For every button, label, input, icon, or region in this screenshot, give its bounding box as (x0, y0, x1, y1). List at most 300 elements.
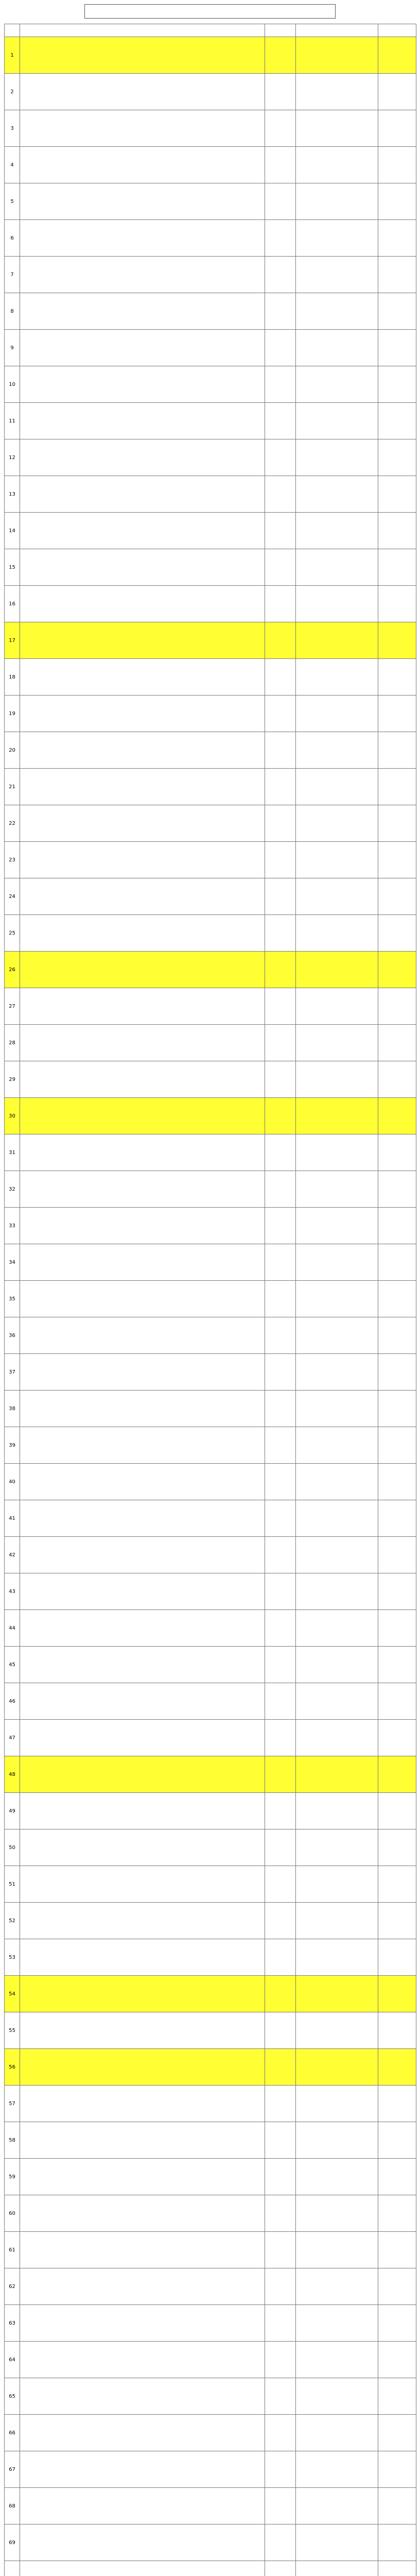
option-item (297, 388, 376, 395)
table-row (5, 1098, 416, 1134)
row-number: 61 (5, 2232, 20, 2268)
table-row (5, 1683, 416, 1720)
score-cell (378, 732, 416, 769)
options-cell (296, 1134, 378, 1171)
table-row (5, 805, 416, 842)
option-item (297, 850, 376, 857)
question-text (20, 183, 265, 220)
question-text (20, 1610, 265, 1647)
row-number: 40 (5, 1464, 20, 1500)
option-item (297, 205, 376, 212)
answer-cell (265, 2122, 296, 2159)
option-item (297, 2240, 376, 2247)
option-item (297, 2533, 376, 2539)
answer-cell (265, 183, 296, 220)
table-row (5, 293, 416, 330)
option-item (297, 265, 376, 272)
options-cell (296, 1025, 378, 1061)
score-cell (378, 1500, 416, 1537)
table-row (5, 1866, 416, 1903)
answer-cell (265, 2159, 296, 2195)
row-number: 23 (5, 842, 20, 878)
table-row (5, 2561, 416, 2576)
table-row (5, 842, 416, 878)
answer-cell (265, 842, 296, 878)
table-row (5, 1537, 416, 1573)
options-cell (296, 1537, 378, 1573)
row-number: 67 (5, 2451, 20, 2488)
answer-cell (265, 952, 296, 988)
answer-cell (265, 1903, 296, 1939)
options-cell (296, 1683, 378, 1720)
option-item (297, 228, 376, 235)
option-item (297, 1808, 376, 1815)
option-item (297, 1046, 376, 1053)
question-text (20, 2378, 265, 2415)
question-text (20, 37, 265, 74)
option-item (297, 777, 376, 784)
table-row (5, 1244, 416, 1281)
option-item (297, 2423, 376, 2430)
options-cell (296, 403, 378, 439)
option-item (297, 1113, 376, 1120)
answer-cell (265, 1391, 296, 1427)
option-item (297, 631, 376, 637)
question-text (20, 1573, 265, 1610)
score-cell (378, 257, 416, 293)
option-item (297, 1193, 376, 1199)
answer-cell (265, 696, 296, 732)
options-cell (296, 2561, 378, 2576)
score-cell (378, 622, 416, 659)
option-item (297, 2466, 376, 2473)
question-text (20, 2086, 265, 2122)
question-text (20, 2159, 265, 2195)
question-text (20, 220, 265, 257)
option-item (297, 2057, 376, 2064)
option-item (297, 491, 376, 498)
question-text (20, 1061, 265, 1098)
option-item (297, 2473, 376, 2480)
option-item (297, 484, 376, 491)
score-cell (378, 513, 416, 549)
option-item (297, 1229, 376, 1236)
option-item (297, 923, 376, 930)
score-cell (378, 1354, 416, 1391)
option-item (297, 95, 376, 102)
header-answer (265, 24, 296, 37)
score-cell (378, 1061, 416, 1098)
table-row (5, 1756, 416, 1793)
answer-cell (265, 1244, 296, 1281)
question-text (20, 842, 265, 878)
question-text (20, 1464, 265, 1500)
table-row (5, 2305, 416, 2342)
row-number: 24 (5, 878, 20, 915)
table-row (5, 2159, 416, 2195)
table-row (5, 1317, 416, 1354)
row-number: 17 (5, 622, 20, 659)
score-cell (378, 952, 416, 988)
answer-cell (265, 1098, 296, 1134)
option-item (297, 1302, 376, 1309)
option-item (297, 381, 376, 388)
option-item (297, 162, 376, 168)
score-cell (378, 1720, 416, 1756)
options-cell (296, 2378, 378, 2415)
option-item (297, 1339, 376, 1346)
option-item (297, 1851, 376, 1858)
row-number: 20 (5, 732, 20, 769)
question-text (20, 476, 265, 513)
question-text (20, 1683, 265, 1720)
option-item (297, 2350, 376, 2357)
question-text (20, 2524, 265, 2561)
score-cell (378, 1537, 416, 1573)
option-item (297, 132, 376, 139)
table-row (5, 1171, 416, 1208)
answer-cell (265, 439, 296, 476)
option-item (297, 2290, 376, 2297)
score-cell (378, 2488, 416, 2524)
option-item (297, 2174, 376, 2180)
options-cell (296, 1281, 378, 1317)
options-cell (296, 659, 378, 696)
option-item (297, 301, 376, 308)
row-number: 21 (5, 769, 20, 805)
question-text (20, 1098, 265, 1134)
options-cell (296, 439, 378, 476)
table-row (5, 2488, 416, 2524)
option-item (297, 1143, 376, 1149)
option-item (297, 1120, 376, 1126)
question-text (20, 2268, 265, 2305)
options-cell (296, 586, 378, 622)
score-cell (378, 769, 416, 805)
option-item (297, 425, 376, 431)
options-cell (296, 257, 378, 293)
answer-cell (265, 659, 296, 696)
option-item (297, 338, 376, 345)
answer-cell (265, 2086, 296, 2122)
score-cell (378, 2012, 416, 2049)
question-text (20, 622, 265, 659)
question-text (20, 2342, 265, 2378)
table-row (5, 1134, 416, 1171)
question-text (20, 1500, 265, 1537)
option-item (297, 1435, 376, 1442)
row-number (5, 2561, 20, 2576)
option-item (297, 308, 376, 315)
option-item (297, 1961, 376, 1968)
option-item (297, 1070, 376, 1076)
question-text (20, 1939, 265, 1976)
table-row (5, 1793, 416, 1829)
score-cell (378, 1098, 416, 1134)
options-cell (296, 2159, 378, 2195)
row-number: 37 (5, 1354, 20, 1391)
row-number: 50 (5, 1829, 20, 1866)
score-cell (378, 988, 416, 1025)
option-item (297, 1040, 376, 1046)
row-number: 18 (5, 659, 20, 696)
answer-cell (265, 2378, 296, 2415)
answer-cell (265, 1610, 296, 1647)
option-item (297, 461, 376, 468)
option-item (297, 454, 376, 461)
options-cell (296, 1903, 378, 1939)
row-number: 66 (5, 2415, 20, 2451)
options-cell (296, 805, 378, 842)
option-item (297, 571, 376, 578)
option-item (297, 1289, 376, 1296)
option-item (297, 1924, 376, 1931)
table-row (5, 2049, 416, 2086)
table-body (5, 37, 416, 2576)
score-cell (378, 1976, 416, 2012)
option-item (297, 2130, 376, 2137)
row-number: 15 (5, 549, 20, 586)
question-text (20, 1647, 265, 1683)
row-number: 68 (5, 2488, 20, 2524)
score-cell (378, 2561, 416, 2576)
options-cell (296, 2122, 378, 2159)
score-cell (378, 2159, 416, 2195)
row-number: 46 (5, 1683, 20, 1720)
options-cell (296, 1317, 378, 1354)
table-row (5, 1464, 416, 1500)
question-text (20, 1354, 265, 1391)
document-title (84, 4, 336, 19)
option-item (297, 1815, 376, 1821)
option-item (297, 2277, 376, 2283)
answer-cell (265, 257, 296, 293)
option-item (297, 1362, 376, 1369)
options-cell (296, 915, 378, 952)
answer-cell (265, 915, 296, 952)
score-cell (378, 2342, 416, 2378)
answer-cell (265, 1464, 296, 1500)
option-item (297, 1010, 376, 1016)
option-item (297, 2400, 376, 2406)
table-row (5, 1829, 416, 1866)
row-number: 14 (5, 513, 20, 549)
option-item (297, 1479, 376, 1485)
option-item (297, 1698, 376, 1705)
option-item (297, 2204, 376, 2210)
header-options (296, 24, 378, 37)
score-cell (378, 549, 416, 586)
row-number: 8 (5, 293, 20, 330)
score-cell (378, 1610, 416, 1647)
options-cell (296, 622, 378, 659)
answer-cell (265, 2415, 296, 2451)
answer-cell (265, 37, 296, 74)
question-text (20, 1171, 265, 1208)
option-item (297, 1595, 376, 1602)
answer-cell (265, 476, 296, 513)
option-item (297, 168, 376, 175)
table-row (5, 220, 416, 257)
score-cell (378, 110, 416, 147)
options-cell (296, 330, 378, 366)
table-row (5, 2415, 416, 2451)
row-number: 25 (5, 915, 20, 952)
row-number: 30 (5, 1098, 20, 1134)
question-text (20, 2305, 265, 2342)
score-cell (378, 1903, 416, 1939)
option-item (297, 2327, 376, 2333)
option-item (297, 747, 376, 754)
option-item (297, 82, 376, 89)
answer-cell (265, 1208, 296, 1244)
table-row (5, 2232, 416, 2268)
option-item (297, 1412, 376, 1419)
question-text (20, 1793, 265, 1829)
option-item (297, 1741, 376, 1748)
option-item (297, 418, 376, 425)
score-cell (378, 1647, 416, 1683)
option-item (297, 235, 376, 242)
question-text (20, 1720, 265, 1756)
table-row (5, 2342, 416, 2378)
answer-cell (265, 366, 296, 403)
option-item (297, 1801, 376, 1808)
table-row (5, 1354, 416, 1391)
option-item (297, 740, 376, 747)
row-number: 53 (5, 1939, 20, 1976)
row-number: 33 (5, 1208, 20, 1244)
score-cell (378, 1208, 416, 1244)
row-number: 7 (5, 257, 20, 293)
option-item (297, 790, 376, 797)
answer-cell (265, 1317, 296, 1354)
options-cell (296, 2342, 378, 2378)
question-text (20, 147, 265, 183)
answer-cell (265, 2232, 296, 2268)
row-number: 63 (5, 2305, 20, 2342)
option-item (297, 242, 376, 248)
answer-cell (265, 2451, 296, 2488)
options-cell (296, 549, 378, 586)
answer-cell (265, 1281, 296, 1317)
header-num (5, 24, 20, 37)
question-text (20, 1134, 265, 1171)
option-item (297, 2546, 376, 2553)
table-row (5, 147, 416, 183)
option-item (297, 996, 376, 1003)
score-cell (378, 1171, 416, 1208)
table-row (5, 1647, 416, 1683)
option-item (297, 1326, 376, 1332)
option-item (297, 644, 376, 651)
option-item (297, 315, 376, 321)
option-item (297, 521, 376, 528)
score-cell (378, 2378, 416, 2415)
answer-cell (265, 74, 296, 110)
question-text (20, 1025, 265, 1061)
option-item (297, 498, 376, 504)
answer-cell (265, 110, 296, 147)
row-number: 49 (5, 1793, 20, 1829)
row-number: 42 (5, 1537, 20, 1573)
option-item (297, 1991, 376, 1997)
options-cell (296, 1427, 378, 1464)
option-item (297, 1625, 376, 1632)
options-cell (296, 147, 378, 183)
question-text (20, 1866, 265, 1903)
score-cell (378, 1134, 416, 1171)
table-row (5, 1939, 416, 1976)
question-table (4, 24, 416, 2576)
option-item (297, 2386, 376, 2393)
option-item (297, 667, 376, 674)
table-row (5, 37, 416, 74)
score-cell (378, 2305, 416, 2342)
answer-cell (265, 147, 296, 183)
answer-cell (265, 1866, 296, 1903)
option-item (297, 1522, 376, 1529)
option-item (297, 814, 376, 820)
option-item (297, 2167, 376, 2174)
option-item (297, 1186, 376, 1193)
question-text (20, 988, 265, 1025)
option-item (297, 827, 376, 834)
question-text (20, 2195, 265, 2232)
answer-cell (265, 1500, 296, 1537)
options-cell (296, 2488, 378, 2524)
row-number: 52 (5, 1903, 20, 1939)
score-cell (378, 1866, 416, 1903)
score-cell (378, 1244, 416, 1281)
answer-cell (265, 1427, 296, 1464)
answer-cell (265, 1829, 296, 1866)
options-cell (296, 1208, 378, 1244)
row-number: 55 (5, 2012, 20, 2049)
option-item (297, 118, 376, 125)
row-number: 2 (5, 74, 20, 110)
option-item (297, 1472, 376, 1479)
option-item (297, 1266, 376, 1273)
row-number: 10 (5, 366, 20, 403)
row-number: 43 (5, 1573, 20, 1610)
question-text (20, 1427, 265, 1464)
table-row (5, 2451, 416, 2488)
table-row (5, 257, 416, 293)
options-cell (296, 1756, 378, 1793)
option-item (297, 1881, 376, 1888)
option-item (297, 2064, 376, 2071)
answer-cell (265, 403, 296, 439)
option-item (297, 272, 376, 278)
row-number: 9 (5, 330, 20, 366)
row-number: 48 (5, 1756, 20, 1793)
question-text (20, 366, 265, 403)
score-cell (378, 805, 416, 842)
score-cell (378, 1427, 416, 1464)
table-row (5, 732, 416, 769)
options-cell (296, 1098, 378, 1134)
option-item (297, 710, 376, 717)
table-row (5, 622, 416, 659)
options-cell (296, 513, 378, 549)
answer-cell (265, 2195, 296, 2232)
table-row (5, 952, 416, 988)
score-cell (378, 2195, 416, 2232)
option-item (297, 594, 376, 601)
option-item (297, 2071, 376, 2077)
options-cell (296, 1061, 378, 1098)
